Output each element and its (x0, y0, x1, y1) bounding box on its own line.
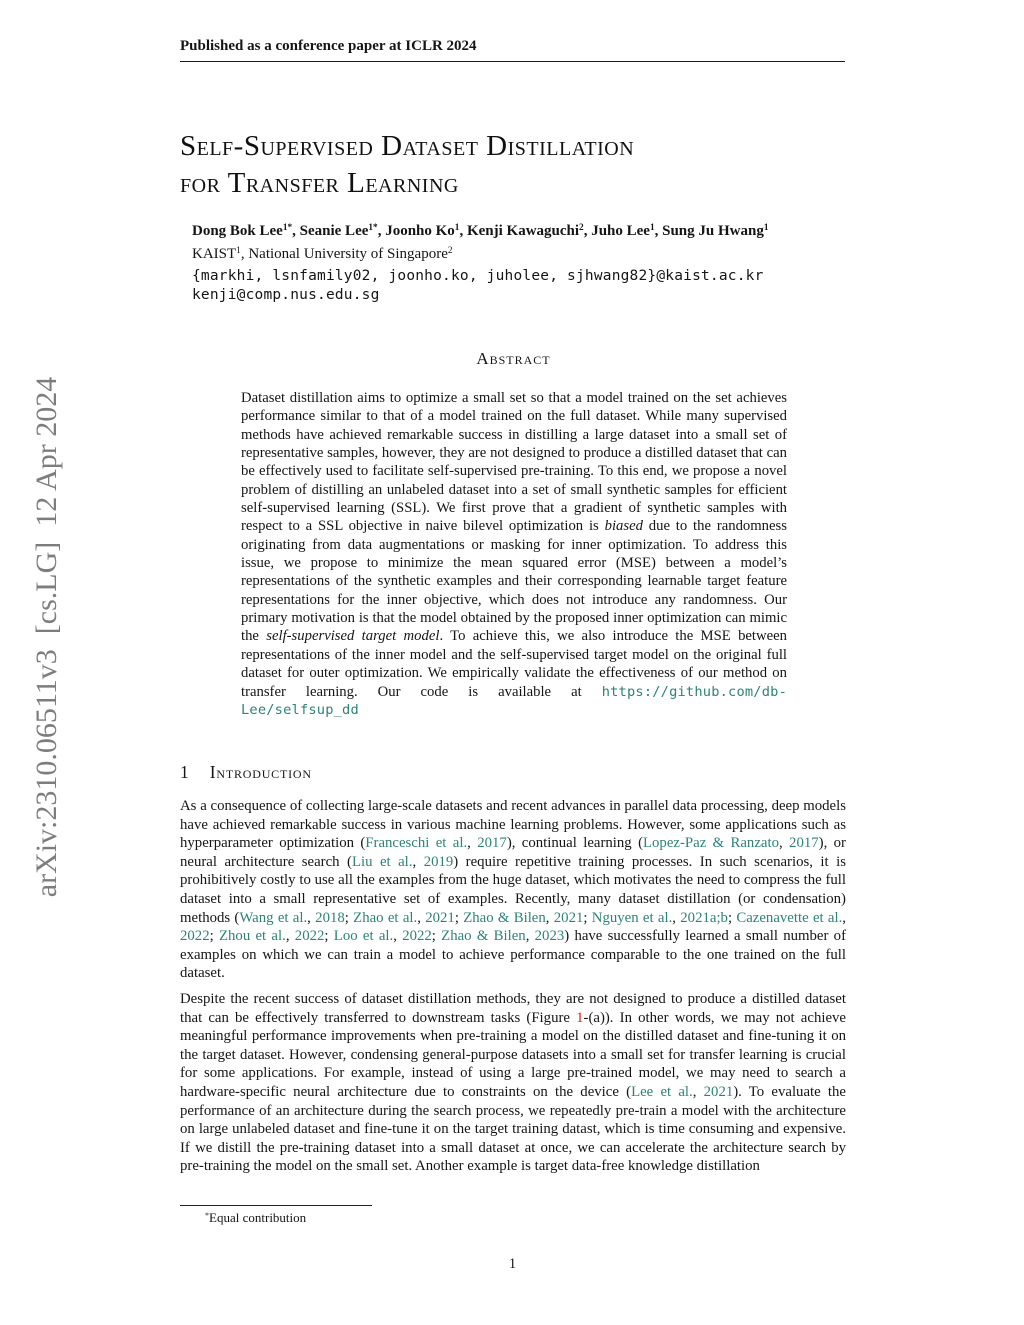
email-kaist: {markhi, lsnfamily02, joonho.ko, juholee, sjhwang82}@kaist.ac.kr (192, 268, 764, 284)
author-block (192, 221, 852, 305)
section-number: 1 (180, 762, 189, 782)
citation-link[interactable]: Loo et al. (333, 928, 394, 945)
citation-link[interactable]: Lopez-Paz & Ranzato (643, 835, 779, 852)
section-heading-introduction (180, 762, 845, 783)
citation-link[interactable]: Zhou et al. (218, 928, 286, 945)
citation-link[interactable]: 2022 (294, 928, 325, 945)
arxiv-sidebar (20, 317, 74, 957)
superscript-marker: 2 (447, 246, 453, 257)
page-number: 1 (508, 1256, 517, 1272)
intro-paragraph-1: As a consequence of collecting large-scale datasets and recent advances in parallel data processing, deep models have achieved remarkable success in various machine learning problems. However, some applications such as hyperparameter optimization (Franceschi et al., 2017), continual learning (Lopez-Paz & Ranzato, 2017), or neural architecture search (Liu et al., 2019) require repetitive training processes. In such scenarios, it is prohibitively costly to use all the examples from the huge dataset, which motivates the need to compress the full dataset into a small representative set of examples. Recently, many dataset distillation (or condensation) methods (Wang et al., 2018; Zhao et al., 2021; Zhao & Bilen, 2021; Nguyen et al., 2021a;b; Cazenavette et al., 2022; Zhou et al., 2022; Loo et al., 2022; Zhao & Bilen, 2023) have successfully learned a small number of examples on which we can train a model to achieve performance comparable to the one trained on the full dataset. (180, 798, 847, 982)
author-names: Dong Bok Lee$^{1*}$, Seanie Lee$^{1*}$, Joonho Ko$^1$, Kenji Kawaguchi$^2$, Juho Lee$^1$, Sung Ju Hwang$^1$ (192, 223, 769, 239)
citation-link[interactable]: 2018 (315, 909, 345, 926)
citation-link[interactable]: Nguyen et al. (591, 909, 673, 926)
citation-link[interactable]: 2021a;b (680, 909, 728, 926)
footnote-equal-contribution (180, 1210, 845, 1226)
code-url-link[interactable]: https://github.com/db-Lee/selfsup_dd (241, 683, 787, 718)
citation-link[interactable]: 2021 (553, 909, 584, 926)
emphasis-text: biased (604, 518, 643, 535)
citation-link[interactable]: Lee et al. (631, 1083, 693, 1100)
superscript-marker: 1 (454, 223, 460, 234)
email-nus: kenji@comp.nus.edu.sg (192, 287, 380, 303)
citation-link[interactable]: Zhao & Bilen (463, 909, 546, 926)
paper-title-line2: for Transfer Learning (180, 167, 459, 199)
citation-link[interactable]: Liu et al. (351, 853, 413, 870)
superscript-marker: 1 (763, 223, 769, 234)
citation-link[interactable]: Franceschi et al. (365, 835, 468, 852)
arxiv-identifier: arXiv:2310.06511v3 [cs.LG] 12 Apr 2024 (30, 376, 63, 898)
superscript-marker: 1 (649, 223, 655, 234)
running-header: Published as a conference paper at ICLR 2024 (180, 38, 477, 54)
citation-link[interactable]: 2022 (180, 928, 210, 945)
paper-title-line1: Self-Supervised Dataset Distillation (180, 130, 635, 162)
footnote-text: Equal contribution (209, 1210, 307, 1225)
citation-link[interactable]: Cazenavette et al. (736, 909, 843, 926)
footnote-marker: * (205, 1210, 210, 1220)
affiliations: KAIST$^1$, National University of Singapore$^2$ (192, 246, 453, 262)
superscript-marker: 1 (236, 246, 241, 257)
section-title: Introduction (209, 762, 312, 782)
citation-link[interactable]: 2019 (423, 853, 454, 870)
citation-link[interactable]: Zhao et al. (353, 909, 418, 926)
superscript-marker: 1* (368, 223, 378, 234)
abstract-body: Dataset distillation aims to optimize a small set so that a model trained on the set achieves performance similar to that of a model trained on the full dataset. While many supervised methods have achieved remarkable success in distilling a large dataset into a small set of representative samples, however, they are not designed to produce a distilled dataset that can be effectively used to facilitate self-supervised pre-training. To this end, we propose a novel problem of distilling an unlabeled dataset into a set of small synthetic samples for efficient self-supervised learning (SSL). We first prove that a gradient of synthetic samples with respect to a SSL objective in naive bilevel optimization is biased due to the randomness originating from data augmentations or masking for inner optimization. To address this issue, we propose to minimize the mean squared error (MSE) between a model’s representations of the synthetic examples and their corresponding learnable target feature representations for the inner objective, which does not introduce any randomness. Our primary motivation is that the model obtained by the proposed inner optimization can mimic the self-supervised target model. To achieve this, we also introduce the MSE between representations of the inner model and the self-supervised target model on the original full dataset for outer optimization. We empirically validate the effectiveness of our method on transfer learning. Our code is available at https://github.com/db-Lee/selfsup_dd (241, 390, 787, 718)
citation-link[interactable]: 2023 (534, 928, 565, 945)
header-rule (180, 61, 845, 62)
abstract-heading: Abstract (476, 349, 551, 368)
citation-link[interactable]: 2022 (402, 928, 432, 945)
superscript-marker: 2 (579, 223, 584, 234)
footnote-rule (180, 1205, 372, 1206)
superscript-marker: 1* (282, 223, 293, 234)
intro-paragraph-2: Despite the recent success of dataset distillation methods, they are not designed to produce a distilled dataset that can be effectively transferred to downstream tasks (Figure 1-(a)). In other words, we may not achieve meaningful performance improvements when pre-training a model on the distilled dataset and fine-tuning it on the target dataset. However, condensing general-purpose datasets into a small set for transfer learning is crucial for some applications. For example, instead of using a large pre-trained model, we may need to search a hardware-specific neural architecture due to constraints on the device (Lee et al., 2021). To evaluate the performance of an architecture during the search process, we repeatedly pre-train a model with the architecture on large unlabeled dataset and fine-tune it on the target training datast, which is time consuming and expensive. If we distill the pre-training dataset into a small dataset at once, we can accelerate the architecture search by pre-training the model on the small set. Another example is target data-free knowledge distillation (180, 991, 846, 1175)
citation-link[interactable]: 2021 (703, 1083, 734, 1100)
figure-reference[interactable]: 1 (576, 1009, 584, 1026)
citation-link[interactable]: 2017 (477, 835, 507, 852)
citation-link[interactable]: Wang et al. (239, 909, 308, 926)
citation-link[interactable]: 2021 (425, 909, 455, 926)
paper-title (180, 128, 860, 202)
citation-link[interactable]: Zhao & Bilen (441, 928, 526, 945)
citation-link[interactable]: 2017 (789, 835, 819, 852)
emphasis-text: self-supervised target model (266, 628, 440, 645)
